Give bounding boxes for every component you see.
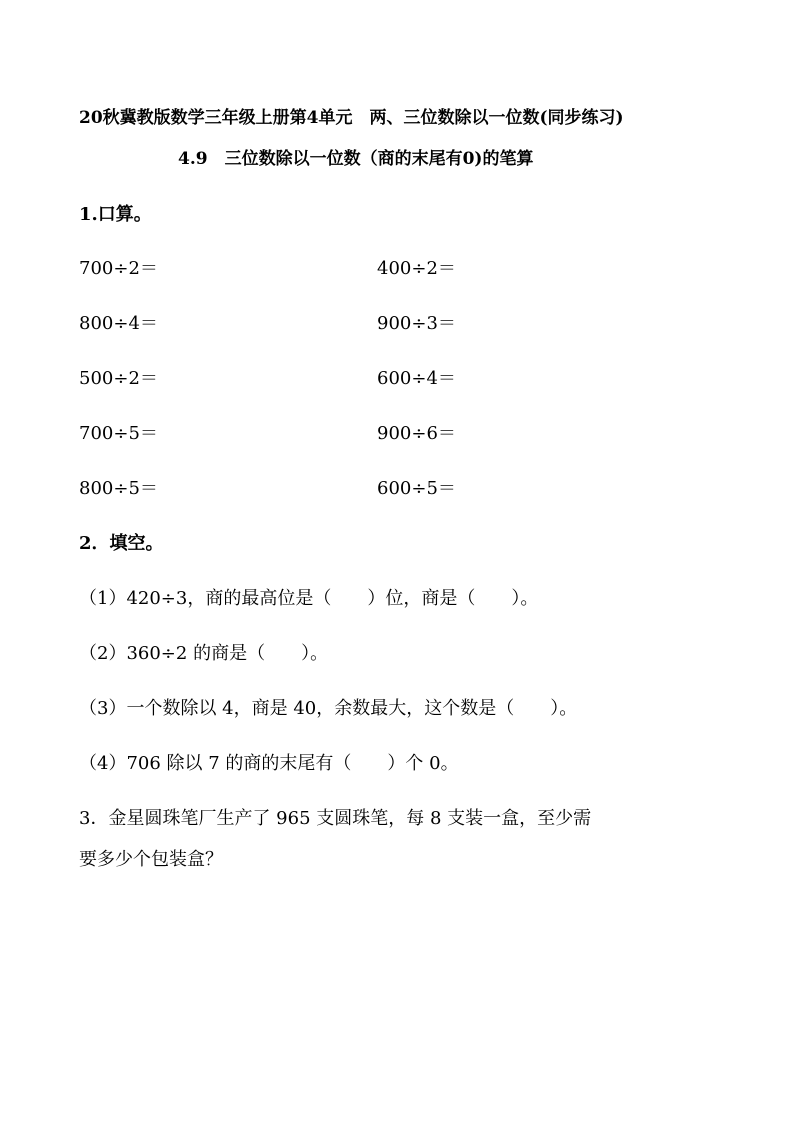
calc-right-1: 400÷2＝ <box>377 258 456 279</box>
section-2-heading: 2．填空。 <box>79 533 164 554</box>
calc-left-4: 700÷5＝ <box>79 423 158 444</box>
calc-left-5: 800÷5＝ <box>79 478 158 499</box>
page-title: 20秋冀教版数学三年级上册第4单元 两、三位数除以一位数(同步练习) <box>79 108 624 128</box>
fill-blank-item-3: （3）一个数除以 4，商是 40，余数最大，这个数是（ ）。 <box>79 698 578 719</box>
calc-right-2: 900÷3＝ <box>377 313 456 334</box>
calc-right-3: 600÷4＝ <box>377 368 456 389</box>
section-1-heading: 1.口算。 <box>79 204 152 225</box>
calc-left-1: 700÷2＝ <box>79 258 158 279</box>
calc-right-5: 600÷5＝ <box>377 478 456 499</box>
page-subtitle: 4.9 三位数除以一位数（商的末尾有0)的笔算 <box>178 149 534 169</box>
fill-blank-item-4: （4）706 除以 7 的商的末尾有（ ）个 0。 <box>79 753 459 774</box>
fill-blank-item-1: （1）420÷3，商的最高位是（ ）位，商是（ ）。 <box>79 588 539 609</box>
calc-right-4: 900÷6＝ <box>377 423 456 444</box>
calc-left-3: 500÷2＝ <box>79 368 158 389</box>
word-problem-line-1: 3．金星圆珠笔厂生产了 965 支圆珠笔，每 8 支装一盒，至少需 <box>79 808 592 829</box>
fill-blank-item-2: （2）360÷2 的商是（ ）。 <box>79 643 329 664</box>
calc-left-2: 800÷4＝ <box>79 313 158 334</box>
word-problem-line-2: 要多少个包装盒？ <box>79 849 223 870</box>
